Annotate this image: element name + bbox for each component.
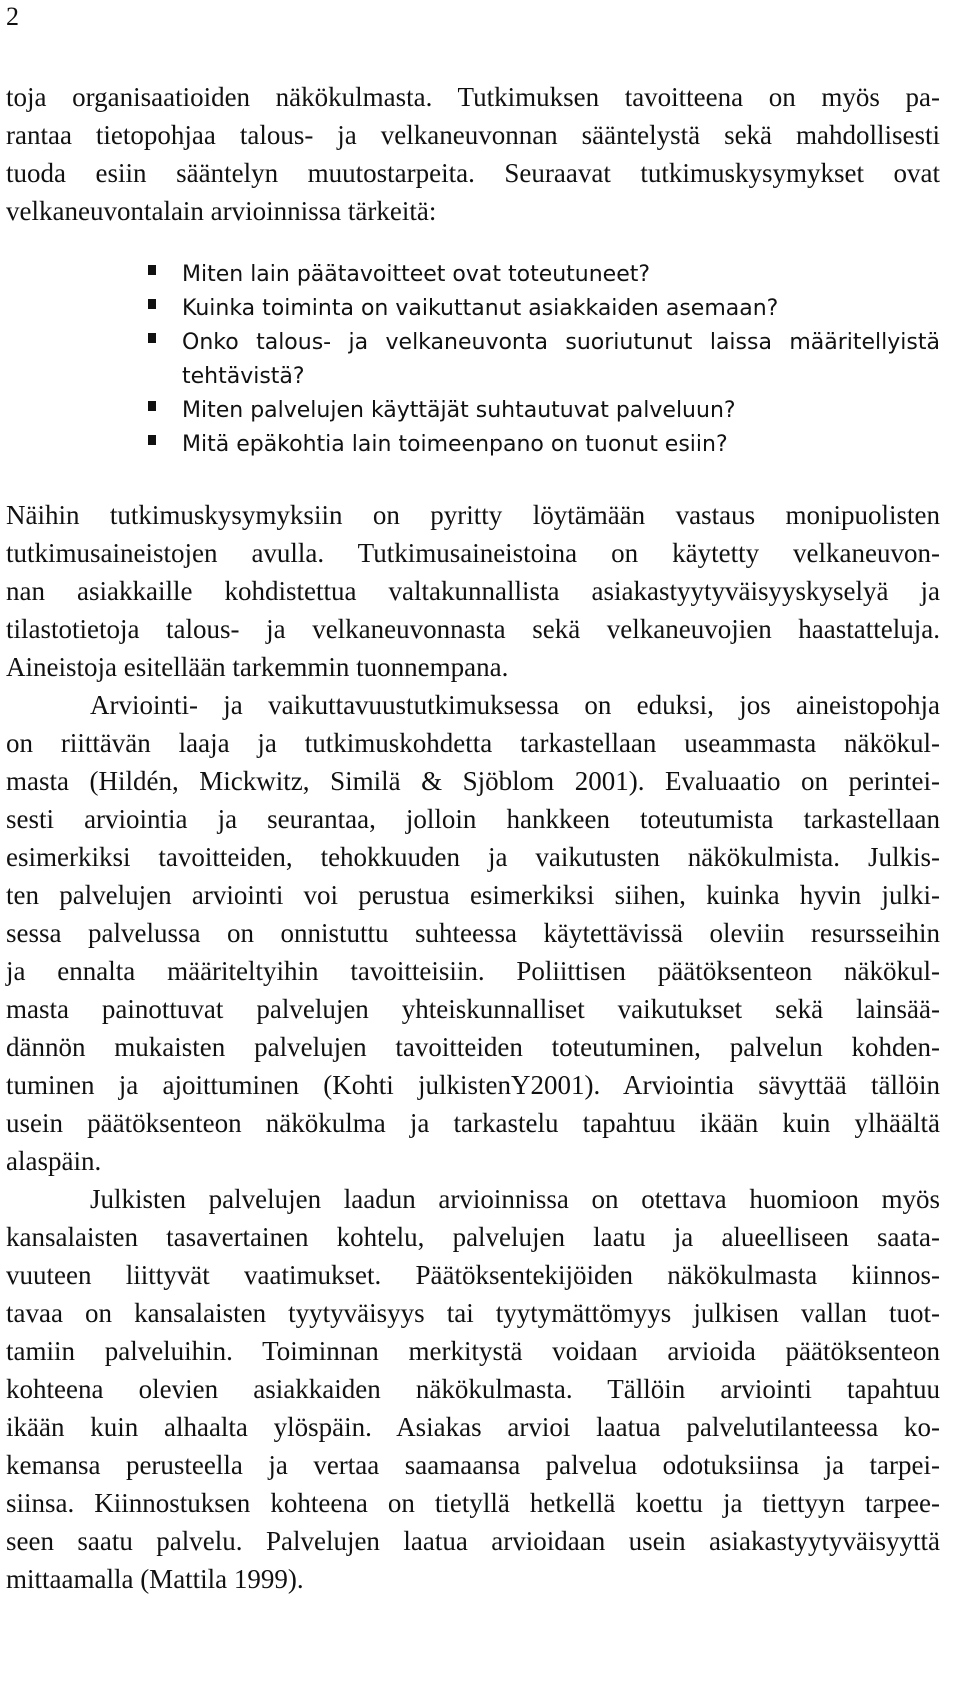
paragraph-3-line: sessa palvelussa on onnistuttu suhteessa käytettävissä oleviin resursseihin (6, 918, 940, 948)
question-item: Kuinka toiminta on vaikuttanut asiakkaiden asemaan? (182, 296, 779, 321)
paragraph-3-line: Arviointi- ja vaikuttavuustutkimuksessa on eduksi, jos aineistopohja (90, 690, 940, 720)
question-item: Miten palvelujen käyttäjät suhtautuvat palveluun? (182, 398, 736, 423)
paragraph-3-line: sesti arviointia ja seurantaa, jolloin hankkeen toteutumista tarkastellaan (6, 804, 940, 834)
paragraph-4-line: tavaa on kansalaisten tyytyväisyys tai tyytymättömyys julkisen vallan tuot- (6, 1298, 940, 1328)
paragraph-3-line: dännön mukaisten palvelujen tavoitteiden toteutuminen, palvelun kohden- (6, 1032, 940, 1062)
question-item-continuation: tehtävistä? (182, 364, 305, 389)
bullet-square-icon (148, 299, 156, 309)
paragraph-4-line: Julkisten palvelujen laadun arvioinnissa on otettava huomioon myös (90, 1184, 940, 1214)
paragraph-2-line: nan asiakkaille kohdistettua valtakunnallista asiakastyytyväisyyskyselyä ja (6, 576, 940, 606)
paragraph-2-line: Aineistoja esitellään tarkemmin tuonnempana. (6, 652, 509, 682)
paragraph-3-line: ten palvelujen arviointi voi perustua esimerkiksi siihen, kuinka hyvin julki- (6, 880, 940, 910)
paragraph-4-line: tamiin palveluihin. Toiminnan merkitystä voidaan arvioida päätöksenteon (6, 1336, 940, 1366)
paragraph-4-line: kemansa perusteella ja vertaa saamaansa palvelua odotuksiinsa ja tarpei- (6, 1450, 940, 1480)
paragraph-1-line: rantaa tietopohjaa talous- ja velkaneuvonnan sääntelystä sekä mahdollisesti (6, 120, 940, 150)
paragraph-4-line: ikään kuin alhaalta ylöspäin. Asiakas arvioi laatua palvelutilanteessa ko- (6, 1412, 940, 1442)
paragraph-4-line: mittaamalla (Mattila 1999). (6, 1564, 304, 1594)
question-item: Miten lain päätavoitteet ovat toteutuneet? (182, 262, 651, 287)
paragraph-4-line: siinsa. Kiinnostuksen kohteena on tietyllä hetkellä koettu ja tiettyyn tarpee- (6, 1488, 940, 1518)
paragraph-4-line: kansalaisten tasavertainen kohtelu, palvelujen laatu ja alueelliseen saata- (6, 1222, 940, 1252)
bullet-square-icon (148, 265, 156, 275)
paragraph-3-line: usein päätöksenteon näkökulma ja tarkastelu tapahtuu ikään kuin ylhäältä (6, 1108, 940, 1138)
bullet-square-icon (148, 333, 156, 343)
paragraph-3-line: tuminen ja ajoittuminen (Kohti julkistenY2001). Arviointia sävyttää tällöin (6, 1070, 940, 1100)
page-number: 2 (6, 2, 19, 31)
paragraph-4-line: vuuteen liittyvät vaatimukset. Päätöksentekijöiden näkökulmasta kiinnos- (6, 1260, 940, 1290)
paragraph-3-line: masta (Hildén, Mickwitz, Similä & Sjöblom 2001). Evaluaatio on perintei- (6, 766, 940, 796)
question-item: Mitä epäkohtia lain toimeenpano on tuonut esiin? (182, 432, 728, 457)
bullet-square-icon (148, 401, 156, 411)
paragraph-2-line: tilastotietoja talous- ja velkaneuvonnasta sekä velkaneuvojien haastatteluja. (6, 614, 940, 644)
paragraph-2-line: tutkimusaineistojen avulla. Tutkimusaineistoina on käytetty velkaneuvon- (6, 538, 940, 568)
paragraph-3-line: masta painottuvat palvelujen yhteiskunnalliset vaikutukset sekä lainsää- (6, 994, 940, 1024)
paragraph-4-line: seen saatu palvelu. Palvelujen laatua arvioidaan usein asiakastyytyväisyyttä (6, 1526, 940, 1556)
paragraph-3-line: on riittävän laaja ja tutkimuskohdetta tarkastellaan useammasta näkökul- (6, 728, 940, 758)
paragraph-2-line: Näihin tutkimuskysymyksiin on pyritty löytämään vastaus monipuolisten (6, 500, 940, 530)
paragraph-1-line: toja organisaatioiden näkökulmasta. Tutkimuksen tavoitteena on myös pa- (6, 82, 940, 112)
paragraph-1-line: tuoda esiin sääntelyn muutostarpeita. Seuraavat tutkimuskysymykset ovat (6, 158, 940, 188)
paragraph-3-line: alaspäin. (6, 1146, 102, 1176)
paragraph-4-line: kohteena olevien asiakkaiden näkökulmasta. Tällöin arviointi tapahtuu (6, 1374, 940, 1404)
question-item: Onko talous- ja velkaneuvonta suoriutunut laissa määritellyistä (182, 330, 940, 355)
paragraph-1-line: velkaneuvontalain arvioinnissa tärkeitä: (6, 196, 437, 226)
bullet-square-icon (148, 435, 156, 445)
paragraph-3-line: esimerkiksi tavoitteiden, tehokkuuden ja vaikutusten näkökulmista. Julkis- (6, 842, 940, 872)
paragraph-3-line: ja ennalta määriteltyihin tavoitteisiin. Poliittisen päätöksenteon näkökul- (6, 956, 940, 986)
